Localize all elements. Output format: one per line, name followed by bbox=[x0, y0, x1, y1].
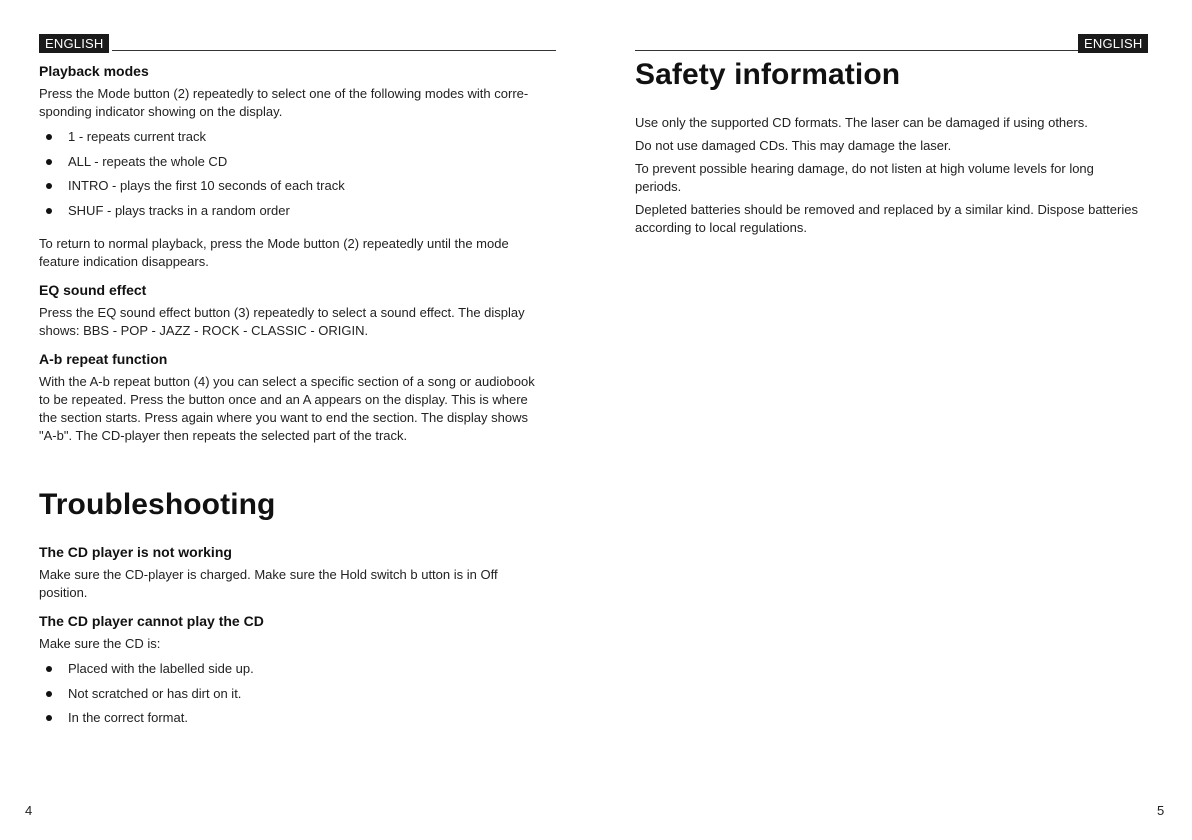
header-rule bbox=[635, 50, 1078, 51]
safety-paragraph-damaged-cds bbox=[635, 137, 1157, 155]
text-line: according to local regulations. bbox=[635, 220, 807, 235]
text-line: Do not use damaged CDs. This may damage the laser. bbox=[635, 138, 952, 153]
bullet-icon bbox=[46, 183, 52, 189]
list-item bbox=[39, 657, 551, 682]
list-item bbox=[39, 125, 551, 150]
ab-repeat-paragraph bbox=[39, 373, 551, 445]
section-spacer bbox=[635, 92, 1157, 114]
cannot-play-heading: The CD player cannot play the CD bbox=[39, 613, 264, 629]
language-tag: ENGLISH bbox=[1078, 34, 1148, 53]
text-line: To prevent possible hearing damage, do not listen at high volume levels for long bbox=[635, 161, 1094, 176]
text-line: the section starts. Press again where you want to end the section. The display shows bbox=[39, 410, 528, 425]
safety-paragraph-batteries bbox=[635, 201, 1157, 237]
right-page bbox=[596, 0, 1192, 840]
text-line: position. bbox=[39, 585, 88, 600]
bullet-icon bbox=[46, 691, 52, 697]
bullet-icon bbox=[46, 134, 52, 140]
list-item bbox=[39, 682, 551, 707]
text-line: shows: BBS - POP - JAZZ - ROCK - CLASSIC - ORIGIN. bbox=[39, 323, 369, 338]
page-number: 4 bbox=[25, 803, 33, 818]
bullet-icon bbox=[46, 159, 52, 165]
text-line: to be repeated. Press the button once and an A appears on the display. This is where bbox=[39, 392, 528, 407]
safety-information-title: Safety information bbox=[635, 58, 901, 91]
text-line: sponding indicator showing on the display. bbox=[39, 104, 283, 119]
page-number: 5 bbox=[1157, 803, 1165, 818]
left-content bbox=[39, 63, 551, 743]
list-item-text: INTRO - plays the first 10 seconds of each track bbox=[68, 178, 345, 193]
text-line: To return to normal playback, press the Mode button (2) repeatedly until the mode bbox=[39, 236, 509, 251]
list-item-text: Placed with the labelled side up. bbox=[68, 661, 254, 676]
list-item-text: Not scratched or has dirt on it. bbox=[68, 685, 242, 701]
list-item-text: SHUF - plays tracks in a random order bbox=[68, 202, 290, 218]
text-line: Use only the supported CD formats. The laser can be damaged if using others. bbox=[635, 115, 1088, 130]
eq-sound-effect-heading: EQ sound effect bbox=[39, 282, 147, 298]
language-tag: ENGLISH bbox=[39, 34, 109, 53]
section-spacer bbox=[39, 522, 551, 544]
text-line: Depleted batteries should be removed and replaced by a similar kind. Dispose batteries bbox=[635, 202, 1138, 217]
not-working-paragraph bbox=[39, 566, 551, 602]
bullet-icon bbox=[46, 715, 52, 721]
section-spacer bbox=[39, 456, 551, 488]
list-item bbox=[39, 706, 551, 731]
playback-intro-paragraph bbox=[39, 85, 551, 121]
header-rule bbox=[112, 50, 556, 51]
text-line: With the A-b repeat button (4) you can select a specific section of a song or audiobook bbox=[39, 374, 535, 389]
return-normal-paragraph bbox=[39, 235, 551, 271]
text-line: periods. bbox=[635, 179, 682, 194]
list-item bbox=[39, 199, 551, 224]
not-working-heading: The CD player is not working bbox=[39, 544, 232, 560]
playback-modes-heading: Playback modes bbox=[39, 63, 149, 79]
bullet-icon bbox=[46, 208, 52, 214]
safety-paragraph-hearing bbox=[635, 160, 1157, 196]
bullet-icon bbox=[46, 666, 52, 672]
cd-checklist bbox=[39, 657, 551, 731]
ab-repeat-heading: A-b repeat function bbox=[39, 351, 168, 367]
right-content bbox=[635, 58, 1157, 248]
text-line: Press the EQ sound effect button (3) repeatedly to select a sound effect. The display bbox=[39, 305, 525, 320]
text-line: "A-b". The CD-player then repeats the selected part of the track. bbox=[39, 428, 408, 443]
safety-paragraph-formats bbox=[635, 114, 1157, 132]
eq-paragraph bbox=[39, 304, 551, 340]
troubleshooting-title: Troubleshooting bbox=[39, 488, 276, 521]
text-line: feature indication disappears. bbox=[39, 254, 209, 269]
list-item bbox=[39, 150, 551, 175]
text-line: Make sure the CD-player is charged. Make sure the Hold switch b utton is in Off bbox=[39, 567, 498, 582]
list-item-text: ALL - repeats the whole CD bbox=[68, 153, 228, 169]
cannot-play-intro: Make sure the CD is: bbox=[39, 636, 161, 651]
text-line: Press the Mode button (2) repeatedly to select one of the following modes with corre- bbox=[39, 86, 529, 101]
list-item bbox=[39, 174, 551, 199]
playback-modes-list bbox=[39, 125, 551, 223]
list-item-text: 1 - repeats current track bbox=[68, 129, 206, 144]
list-item-text: In the correct format. bbox=[68, 710, 188, 725]
